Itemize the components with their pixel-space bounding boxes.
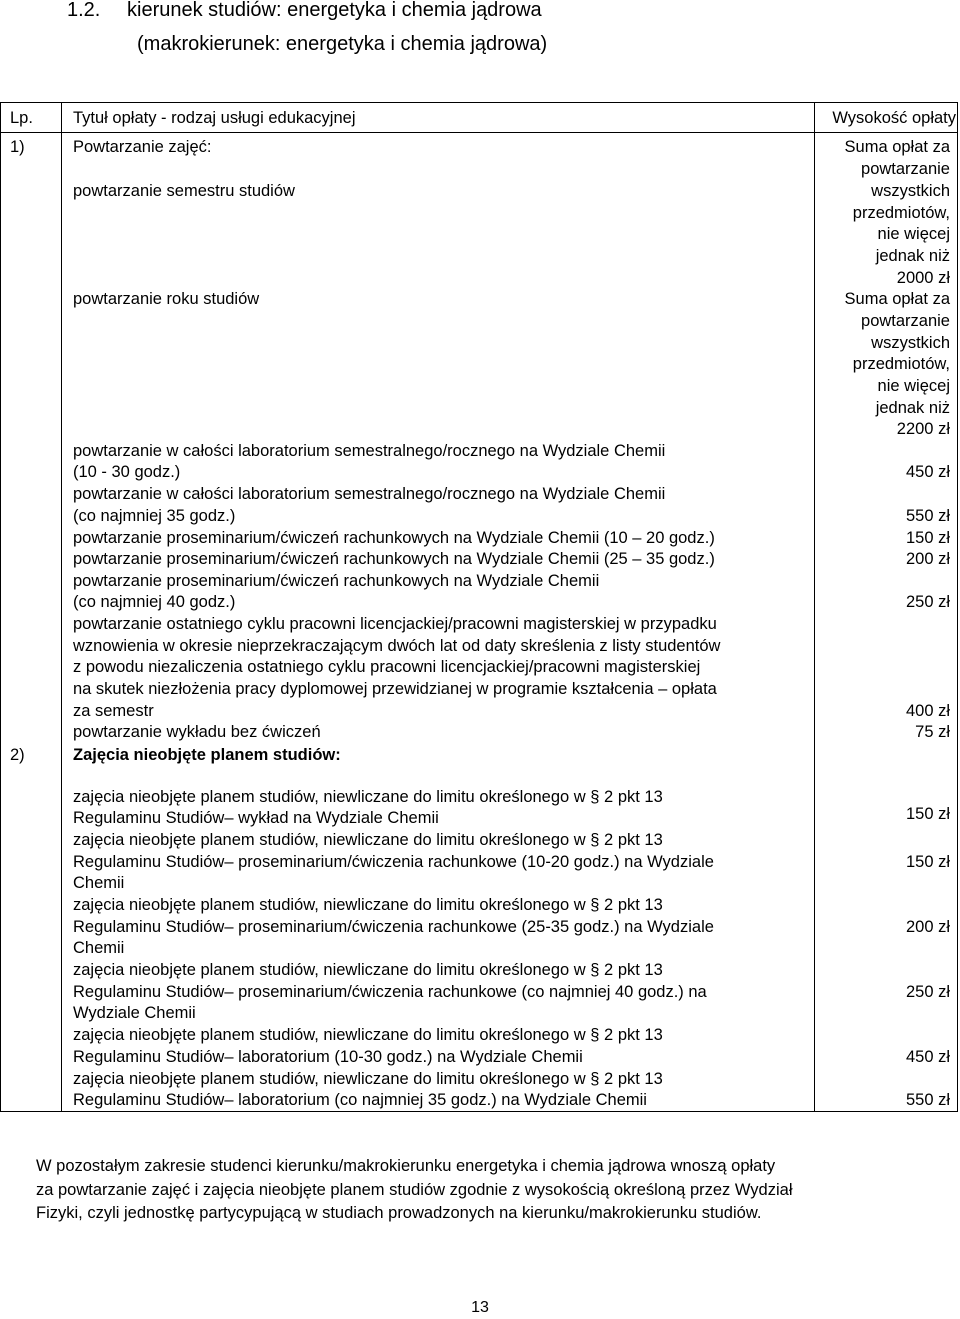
- table-row-text: z powodu niezaliczenia ostatniego cyklu pracowni licencjackiej/pracowni magisterskiej: [73, 658, 701, 676]
- table-row-text: zajęcia nieobjęte planem studiów, niewliczane do limitu określonego w § 2 pkt 13: [73, 1026, 663, 1044]
- table-row-text: powtarzanie w całości laboratorium semestralnego/rocznego na Wydziale Chemii: [73, 485, 666, 503]
- table-row-text: powtarzanie proseminarium/ćwiczeń rachunkowych na Wydziale Chemii (10 – 20 godz.): [73, 529, 715, 547]
- table-row-amount: 2000 zł: [896, 269, 950, 287]
- table-row-text: na skutek niezłożenia pracy dyplomowej przewidzianej w programie kształcenia – opłata: [73, 680, 717, 698]
- section1-title: Powtarzanie zajęć:: [73, 138, 212, 156]
- table-row-text: Regulaminu Studiów– proseminarium/ćwiczenia rachunkowe (co najmniej 40 godz.) na: [73, 983, 707, 1001]
- table-row-amount: Suma opłat za: [844, 138, 950, 156]
- table-row-text: Regulaminu Studiów– wykład na Wydziale Chemii: [73, 809, 439, 827]
- table-row-amount: nie więcej: [877, 225, 950, 243]
- table-row-amount: Suma opłat za: [844, 290, 950, 308]
- table-row-amount: 200 zł: [905, 550, 950, 568]
- table-row-amount: jednak niż: [875, 247, 950, 265]
- section-subtitle: (makrokierunek: energetyka i chemia jądrowa): [137, 33, 548, 55]
- table-row-amount: 250 zł: [905, 983, 950, 1001]
- table-row-text: zajęcia nieobjęte planem studiów, niewliczane do limitu określonego w § 2 pkt 13: [73, 831, 663, 849]
- table-row-amount: 450 zł: [905, 463, 950, 481]
- table-row-text: powtarzanie proseminarium/ćwiczeń rachunkowych na Wydziale Chemii: [73, 572, 600, 590]
- table-row-amount: 2200 zł: [896, 420, 950, 438]
- table-row-text: powtarzanie proseminarium/ćwiczeń rachunkowych na Wydziale Chemii (25 – 35 godz.): [73, 550, 715, 568]
- table-row-amount: 150 zł: [905, 805, 950, 823]
- table-row-text: Regulaminu Studiów– laboratorium (co najmniej 35 godz.) na Wydziale Chemii: [73, 1091, 647, 1109]
- table-row-text: powtarzanie ostatniego cyklu pracowni licencjackiej/pracowni magisterskiej w przypadku: [73, 615, 717, 633]
- footnote-line: W pozostałym zakresie studenci kierunku/makrokierunku energetyka i chemia jądrowa wnoszą opłaty: [36, 1157, 776, 1175]
- table-row-text: zajęcia nieobjęte planem studiów, niewliczane do limitu określonego w § 2 pkt 13: [73, 896, 663, 914]
- table-row-text: powtarzanie wykładu bez ćwiczeń: [73, 723, 321, 741]
- table-row-text: za semestr: [73, 702, 154, 720]
- table-row-text: zajęcia nieobjęte planem studiów, niewliczane do limitu określonego w § 2 pkt 13: [73, 961, 663, 979]
- table-row-amount: 400 zł: [905, 702, 950, 720]
- section-number: 1.2.: [67, 0, 101, 21]
- table-column-divider: [814, 102, 815, 1112]
- table-row-text: wznowienia w okresie nieprzekraczającym dwóch lat od daty skreślenia z listy studentów: [73, 637, 721, 655]
- header-lp: Lp.: [10, 109, 33, 127]
- table-column-divider: [61, 102, 62, 1112]
- table-row-amount: 200 zł: [905, 918, 950, 936]
- header-title: Tytuł opłaty - rodzaj usługi edukacyjnej: [73, 109, 356, 127]
- table-row-text: Regulaminu Studiów– laboratorium (10-30 godz.) na Wydziale Chemii: [73, 1048, 583, 1066]
- table-row-amount: jednak niż: [875, 399, 950, 417]
- section1-number: 1): [10, 138, 25, 156]
- table-row-amount: powtarzanie: [861, 160, 950, 178]
- table-row-amount: nie więcej: [877, 377, 950, 395]
- table-header-divider: [0, 132, 958, 133]
- table-row-text: Chemii: [73, 939, 125, 957]
- section-title: kierunek studiów: energetyka i chemia jądrowa: [127, 0, 542, 21]
- section2-title: Zajęcia nieobjęte planem studiów:: [73, 746, 341, 764]
- table-row-amount: powtarzanie: [861, 312, 950, 330]
- table-row-amount: przedmiotów,: [852, 355, 950, 373]
- page-number: 13: [471, 1299, 489, 1316]
- header-amount: Wysokość opłaty: [832, 109, 956, 127]
- table-row-text: (10 - 30 godz.): [73, 463, 181, 481]
- table-row-amount: 450 zł: [905, 1048, 950, 1066]
- table-row-amount: wszystkich: [871, 182, 950, 200]
- section-heading: [67, 0, 542, 27]
- table-row-text: zajęcia nieobjęte planem studiów, niewliczane do limitu określonego w § 2 pkt 13: [73, 1070, 663, 1088]
- table-row-text: Regulaminu Studiów– proseminarium/ćwiczenia rachunkowe (25-35 godz.) na Wydziale: [73, 918, 714, 936]
- footnote-line: za powtarzanie zajęć i zajęcia nieobjęte planem studiów zgodnie z wysokością określoną przez Wydział: [36, 1180, 793, 1199]
- table-row-text: powtarzanie roku studiów: [73, 290, 260, 308]
- table-row-text: zajęcia nieobjęte planem studiów, niewliczane do limitu określonego w § 2 pkt 13: [73, 788, 663, 806]
- table-row-text: Chemii: [73, 874, 125, 892]
- footnote: [36, 1155, 896, 1226]
- table-row-text: (co najmniej 40 godz.): [73, 593, 236, 611]
- table-row-amount: 75 zł: [915, 723, 950, 741]
- table-row-text: powtarzanie w całości laboratorium semestralnego/rocznego na Wydziale Chemii: [73, 442, 666, 460]
- section2-number: 2): [10, 746, 25, 764]
- table-row-amount: przedmiotów,: [852, 204, 950, 222]
- table-row-amount: 550 zł: [905, 1091, 950, 1109]
- table-row-text: Regulaminu Studiów– proseminarium/ćwiczenia rachunkowe (10-20 godz.) na Wydziale: [73, 853, 714, 871]
- footnote-line: Fizyki, czyli jednostkę partycypującą w studiach prowadzonych na kierunku/makrokierunku studiów.: [36, 1204, 762, 1223]
- table-row-text: (co najmniej 35 godz.): [73, 507, 236, 525]
- table-row-amount: 150 zł: [905, 853, 950, 871]
- table-row-amount: 550 zł: [905, 507, 950, 525]
- table-row-text: Wydziale Chemii: [73, 1004, 196, 1022]
- table-row-amount: 250 zł: [905, 593, 950, 611]
- table-row-text: powtarzanie semestru studiów: [73, 182, 295, 200]
- table-row-amount: wszystkich: [871, 334, 950, 352]
- table-row-amount: 150 zł: [905, 529, 950, 547]
